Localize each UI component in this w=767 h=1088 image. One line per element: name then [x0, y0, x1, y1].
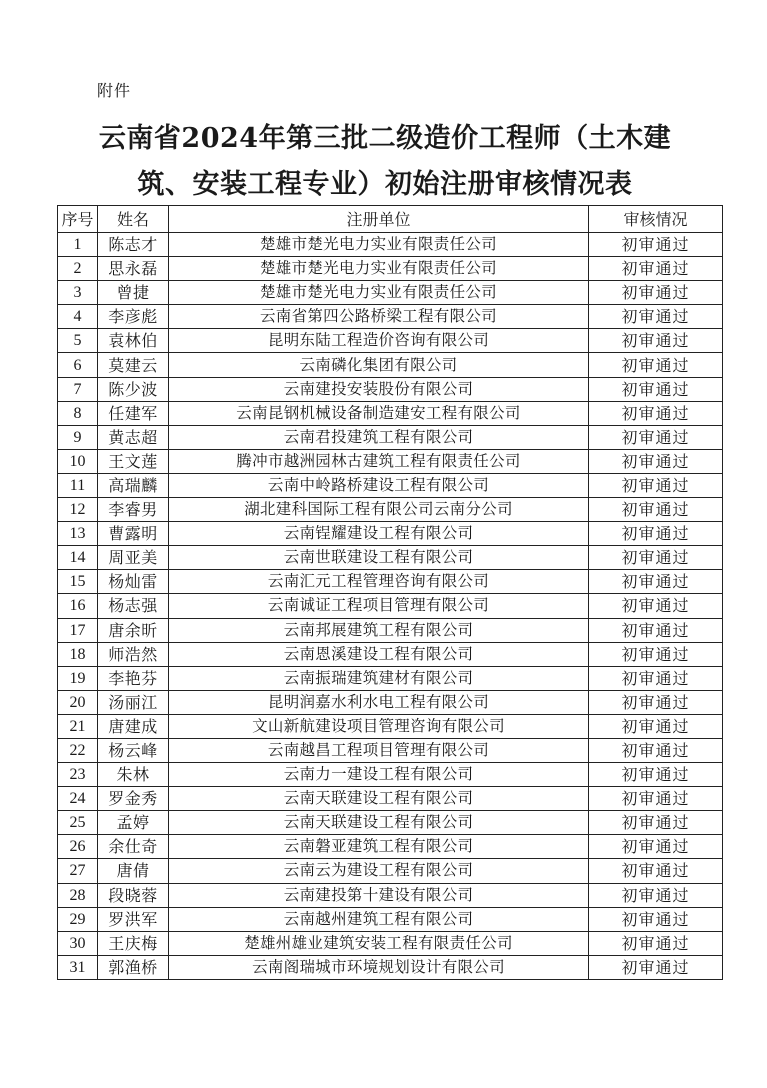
- annex-label: 附件: [97, 81, 132, 100]
- row-status: 初审通过: [589, 377, 723, 401]
- table-row: [58, 353, 723, 377]
- row-name: 朱林: [98, 763, 169, 787]
- document-title: [40, 116, 730, 208]
- row-unit: 楚雄市楚光电力实业有限责任公司: [169, 257, 589, 281]
- row-unit: 云南恩溪建设工程有限公司: [169, 642, 589, 666]
- title-line-2: 筑、安装工程专业）初始注册审核情况表: [137, 169, 633, 200]
- row-unit: 文山新航建设项目管理咨询有限公司: [169, 714, 589, 738]
- table-row: [58, 811, 723, 835]
- row-unit: 云南天联建设工程有限公司: [169, 811, 589, 835]
- row-name: 莫建云: [98, 353, 169, 377]
- row-unit: 楚雄州雄业建筑安装工程有限责任公司: [169, 931, 589, 955]
- row-index: 20: [58, 690, 98, 714]
- table-row: [58, 305, 723, 329]
- row-status: 初审通过: [589, 233, 723, 257]
- row-unit: 腾冲市越洲园林古建筑工程有限责任公司: [169, 449, 589, 473]
- row-unit: 楚雄市楚光电力实业有限责任公司: [169, 281, 589, 305]
- row-name: 黄志超: [98, 425, 169, 449]
- row-index: 4: [58, 305, 98, 329]
- table-row: [58, 473, 723, 497]
- row-index: 3: [58, 281, 98, 305]
- row-name: 李彦彪: [98, 305, 169, 329]
- row-status: 初审通过: [589, 835, 723, 859]
- row-status: 初审通过: [589, 281, 723, 305]
- row-unit: 云南诚证工程项目管理有限公司: [169, 594, 589, 618]
- row-index: 5: [58, 329, 98, 353]
- row-unit: 云南君投建筑工程有限公司: [169, 425, 589, 449]
- table-row: [58, 666, 723, 690]
- title-line-1: 云南省2024年第三批二级造价工程师（土木建: [98, 123, 672, 154]
- row-index: 9: [58, 425, 98, 449]
- row-unit: 云南建投第十建设有限公司: [169, 883, 589, 907]
- row-index: 22: [58, 738, 98, 762]
- row-index: 30: [58, 931, 98, 955]
- row-unit: 云南力一建设工程有限公司: [169, 763, 589, 787]
- row-name: 陈少波: [98, 377, 169, 401]
- table-row: [58, 329, 723, 353]
- table-row: [58, 377, 723, 401]
- row-status: 初审通过: [589, 955, 723, 979]
- table-row: [58, 546, 723, 570]
- row-index: 6: [58, 353, 98, 377]
- row-name: 汤丽江: [98, 690, 169, 714]
- table-row: [58, 931, 723, 955]
- row-status: 初审通过: [589, 811, 723, 835]
- row-unit: 昆明东陆工程造价咨询有限公司: [169, 329, 589, 353]
- row-name: 高瑞麟: [98, 473, 169, 497]
- table-body: [58, 233, 723, 980]
- row-status: 初审通过: [589, 449, 723, 473]
- table-row: [58, 763, 723, 787]
- row-status: 初审通过: [589, 570, 723, 594]
- table-row: [58, 618, 723, 642]
- row-status: 初审通过: [589, 714, 723, 738]
- row-unit: 云南磷化集团有限公司: [169, 353, 589, 377]
- row-unit: 云南越州建筑工程有限公司: [169, 907, 589, 931]
- row-status: 初审通过: [589, 738, 723, 762]
- table-row: [58, 233, 723, 257]
- row-index: 23: [58, 763, 98, 787]
- row-name: 郭渔桥: [98, 955, 169, 979]
- row-index: 1: [58, 233, 98, 257]
- table-row: [58, 859, 723, 883]
- row-unit: 云南磐亚建筑工程有限公司: [169, 835, 589, 859]
- row-unit: 云南建投安装股份有限公司: [169, 377, 589, 401]
- row-status: 初审通过: [589, 473, 723, 497]
- row-index: 27: [58, 859, 98, 883]
- row-name: 李睿男: [98, 498, 169, 522]
- table-row: [58, 281, 723, 305]
- row-index: 7: [58, 377, 98, 401]
- row-status: 初审通过: [589, 763, 723, 787]
- row-unit: 云南省第四公路桥梁工程有限公司: [169, 305, 589, 329]
- row-name: 周亚美: [98, 546, 169, 570]
- row-unit: 楚雄市楚光电力实业有限责任公司: [169, 233, 589, 257]
- row-name: 段晓蓉: [98, 883, 169, 907]
- row-index: 11: [58, 473, 98, 497]
- table-row: [58, 570, 723, 594]
- row-status: 初审通过: [589, 907, 723, 931]
- row-name: 孟婷: [98, 811, 169, 835]
- row-name: 罗金秀: [98, 787, 169, 811]
- row-unit: 云南世联建设工程有限公司: [169, 546, 589, 570]
- row-name: 袁林伯: [98, 329, 169, 353]
- row-status: 初审通过: [589, 690, 723, 714]
- row-status: 初审通过: [589, 401, 723, 425]
- row-name: 唐倩: [98, 859, 169, 883]
- table-row: [58, 690, 723, 714]
- row-index: 17: [58, 618, 98, 642]
- table-row: [58, 401, 723, 425]
- table-row: [58, 425, 723, 449]
- row-unit: 云南阁瑞城市环境规划设计有限公司: [169, 955, 589, 979]
- row-unit: 云南云为建设工程有限公司: [169, 859, 589, 883]
- row-status: 初审通过: [589, 305, 723, 329]
- table-row: [58, 835, 723, 859]
- row-name: 李艳芬: [98, 666, 169, 690]
- table-row: [58, 449, 723, 473]
- row-status: 初审通过: [589, 787, 723, 811]
- header-index: 序号: [58, 206, 98, 233]
- row-index: 10: [58, 449, 98, 473]
- row-unit: 昆明润嘉水利水电工程有限公司: [169, 690, 589, 714]
- row-name: 杨志强: [98, 594, 169, 618]
- row-unit: 云南汇元工程管理咨询有限公司: [169, 570, 589, 594]
- row-index: 24: [58, 787, 98, 811]
- header-name: 姓名: [98, 206, 169, 233]
- row-unit: 湖北建科国际工程有限公司云南分公司: [169, 498, 589, 522]
- table-header-row: [58, 206, 723, 233]
- row-unit: 云南邦展建筑工程有限公司: [169, 618, 589, 642]
- row-status: 初审通过: [589, 666, 723, 690]
- row-name: 杨云峰: [98, 738, 169, 762]
- row-status: 初审通过: [589, 642, 723, 666]
- row-name: 杨灿雷: [98, 570, 169, 594]
- row-status: 初审通过: [589, 594, 723, 618]
- row-index: 8: [58, 401, 98, 425]
- row-index: 29: [58, 907, 98, 931]
- table-row: [58, 642, 723, 666]
- row-index: 21: [58, 714, 98, 738]
- table-row: [58, 787, 723, 811]
- row-name: 曹露明: [98, 522, 169, 546]
- row-status: 初审通过: [589, 329, 723, 353]
- table-row: [58, 714, 723, 738]
- row-status: 初审通过: [589, 618, 723, 642]
- table-row: [58, 955, 723, 979]
- row-status: 初审通过: [589, 498, 723, 522]
- row-index: 19: [58, 666, 98, 690]
- row-unit: 云南中岭路桥建设工程有限公司: [169, 473, 589, 497]
- row-index: 18: [58, 642, 98, 666]
- row-status: 初审通过: [589, 546, 723, 570]
- table-row: [58, 522, 723, 546]
- row-name: 陈志才: [98, 233, 169, 257]
- row-name: 唐建成: [98, 714, 169, 738]
- row-status: 初审通过: [589, 257, 723, 281]
- row-status: 初审通过: [589, 859, 723, 883]
- row-index: 2: [58, 257, 98, 281]
- row-name: 思永磊: [98, 257, 169, 281]
- table-row: [58, 498, 723, 522]
- table-row: [58, 738, 723, 762]
- row-unit: 云南振瑞建筑建材有限公司: [169, 666, 589, 690]
- row-unit: 云南锃耀建设工程有限公司: [169, 522, 589, 546]
- header-unit: 注册单位: [169, 206, 589, 233]
- registration-table: [57, 205, 723, 980]
- table-row: [58, 907, 723, 931]
- table-row: [58, 883, 723, 907]
- row-status: 初审通过: [589, 353, 723, 377]
- row-index: 25: [58, 811, 98, 835]
- row-name: 罗洪军: [98, 907, 169, 931]
- header-status: 审核情况: [589, 206, 723, 233]
- row-index: 12: [58, 498, 98, 522]
- row-unit: 云南天联建设工程有限公司: [169, 787, 589, 811]
- row-status: 初审通过: [589, 522, 723, 546]
- row-status: 初审通过: [589, 883, 723, 907]
- table-row: [58, 257, 723, 281]
- row-status: 初审通过: [589, 931, 723, 955]
- table-row: [58, 594, 723, 618]
- row-index: 14: [58, 546, 98, 570]
- row-name: 王文莲: [98, 449, 169, 473]
- row-index: 15: [58, 570, 98, 594]
- row-name: 王庆梅: [98, 931, 169, 955]
- row-name: 唐余昕: [98, 618, 169, 642]
- row-status: 初审通过: [589, 425, 723, 449]
- row-index: 31: [58, 955, 98, 979]
- row-unit: 云南昆钢机械设备制造建安工程有限公司: [169, 401, 589, 425]
- row-index: 26: [58, 835, 98, 859]
- row-name: 曾捷: [98, 281, 169, 305]
- row-index: 13: [58, 522, 98, 546]
- row-unit: 云南越昌工程项目管理有限公司: [169, 738, 589, 762]
- row-name: 余仕奇: [98, 835, 169, 859]
- row-index: 16: [58, 594, 98, 618]
- row-name: 任建军: [98, 401, 169, 425]
- row-name: 师浩然: [98, 642, 169, 666]
- row-index: 28: [58, 883, 98, 907]
